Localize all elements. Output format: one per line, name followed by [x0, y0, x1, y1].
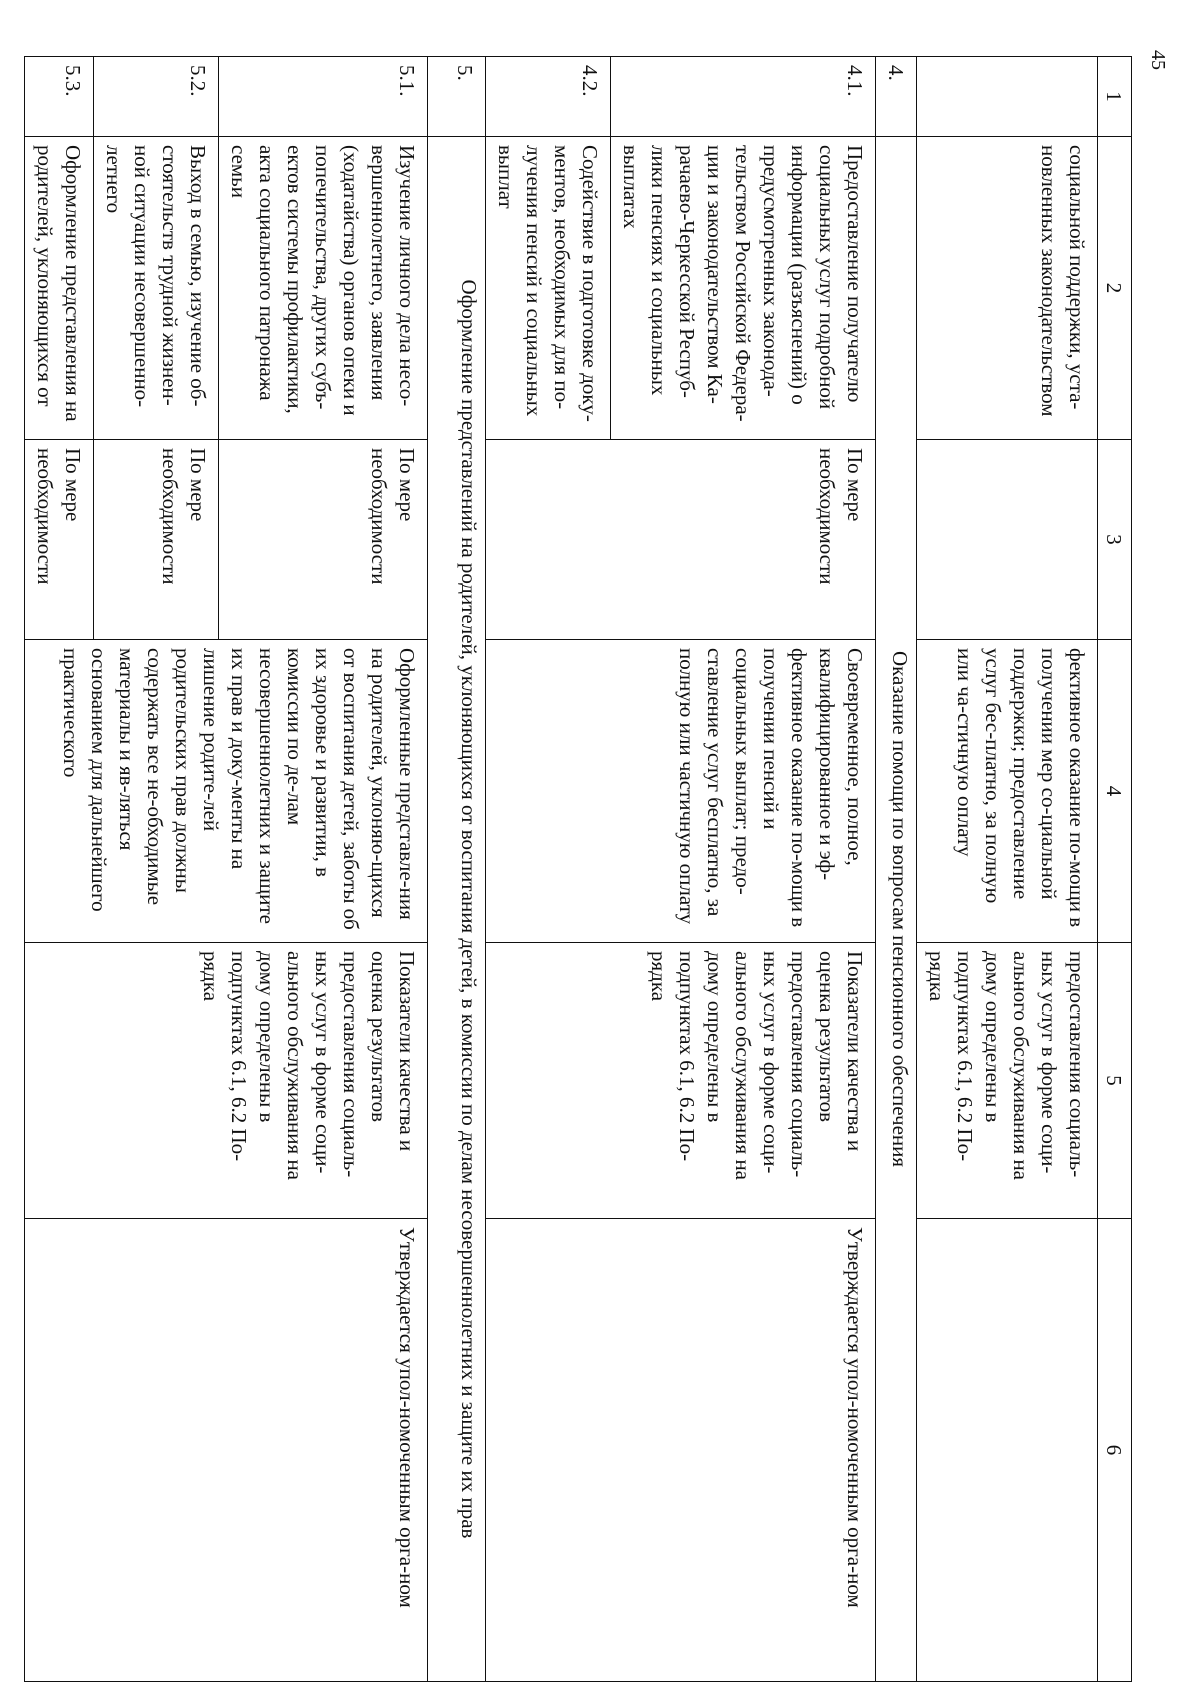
table-row	[917, 57, 1098, 1682]
row-5-notes: Утверждается упол-номоченным орга-ном	[25, 1219, 428, 1682]
row-5-1-number: 5.1.	[219, 57, 428, 137]
cell-frequency	[917, 440, 1098, 640]
section-4-title: Оказание помощи по вопросам пенсионного обеспечения	[876, 137, 917, 1682]
row-4-2-service: Содействие в подготовке доку-ментов, необходимых для по-лучения пенсий и социальных выплат	[486, 137, 611, 440]
row-4-1-number: 4.1.	[611, 57, 876, 137]
header-col-2: 2	[1098, 137, 1132, 440]
row-4-criteria: Своевременное, полное, квалифицированное и эф-фективное оказание по-мощи в получении пенсий и социальных выплат; предо-ставление услуг бесплатно, за полную или частичную оплату	[486, 640, 876, 943]
rotated-table-container	[33, 56, 1132, 1681]
section-5-number: 5.	[428, 57, 486, 137]
row-5-3-frequency: По мере необходимости	[25, 440, 94, 640]
page-number: 45	[1147, 50, 1169, 70]
cell-service: социальной поддержки, уста-новленных законодательством	[917, 137, 1098, 440]
row-5-criteria: Оформленные представле-ния на родителей, уклоняю-щихся от воспитания детей, заботы об их здоровье и развитии, в комиссии по де-лам несовершеннолетних и защите их прав и доку-менты на лишение родите-лей родительских прав должны содержать все не-обходимые материалы и яв-ляться основанием для дальнейшего практического	[25, 640, 428, 943]
section-5-title: Оформление представлений на родителей, уклоняющихся от воспитания детей, в комиссии по делам несовершеннолетних и защите их прав	[428, 137, 486, 1682]
row-5-3-service: Оформление представления на родителей, уклоняющихся от	[25, 137, 94, 440]
cell-num	[917, 57, 1098, 137]
cell-indicators: предоставления социаль-ных услуг в форме соци-ального обслуживания на дому определены в подпунктах 6.1, 6.2 По-рядка	[917, 943, 1098, 1219]
services-table	[24, 56, 1132, 1682]
section-row	[428, 57, 486, 1682]
table-row	[611, 57, 876, 1682]
row-4-notes: Утверждается упол-номоченным орга-ном	[486, 1219, 876, 1682]
row-5-1-service: Изучение личного дела несо-вершеннолетнего, заявления (ходатайства) органов опеки и попечительства, других субъ-ектов системы профилактики, акта социального патронажа семьи	[219, 137, 428, 440]
table-row	[219, 57, 428, 1682]
header-col-6: 6	[1098, 1219, 1132, 1682]
row-5-3-number: 5.3.	[25, 57, 94, 137]
section-row	[876, 57, 917, 1682]
row-4-indicators: Показатели качества и оценка результатов предоставления социаль-ных услуг в форме соци-ального обслуживания на дому определены в подпунктах 6.1, 6.2 По-рядка	[486, 943, 876, 1219]
header-col-4: 4	[1098, 640, 1132, 943]
cell-notes	[917, 1219, 1098, 1682]
cell-criteria: фективное оказание по-мощи в получении мер со-циальной поддержки; предоставление услуг бес-платно, за полную или ча-стичную оплату	[917, 640, 1098, 943]
row-5-2-frequency: По мере необходимости	[94, 440, 219, 640]
row-5-1-frequency: По мере необходимости	[219, 440, 428, 640]
row-5-indicators: Показатели качества и оценка результатов предоставления социаль-ных услуг в форме соци-ального обслуживания на дому определены в подпунктах 6.1, 6.2 По-рядка	[25, 943, 428, 1219]
row-4-2-number: 4.2.	[486, 57, 611, 137]
row-4-frequency: По мере необходимости	[486, 440, 876, 640]
header-col-3: 3	[1098, 440, 1132, 640]
row-5-2-number: 5.2.	[94, 57, 219, 137]
row-4-1-service: Предоставление получателю социальных услуг подробной информации (разъяснений) о предусмотренных законода-тельством Российской Федера-ции и законодательством Ка-рачаево-Черкесской Респуб-лики пенсиях и социальных выплатах	[611, 137, 876, 440]
header-col-5: 5	[1098, 943, 1132, 1219]
header-col-1: 1	[1098, 57, 1132, 137]
section-4-number: 4.	[876, 57, 917, 137]
row-5-2-service: Выход в семью, изучение об-стоятельств трудной жизнен-ной ситуации несовершенно-летнего	[94, 137, 219, 440]
